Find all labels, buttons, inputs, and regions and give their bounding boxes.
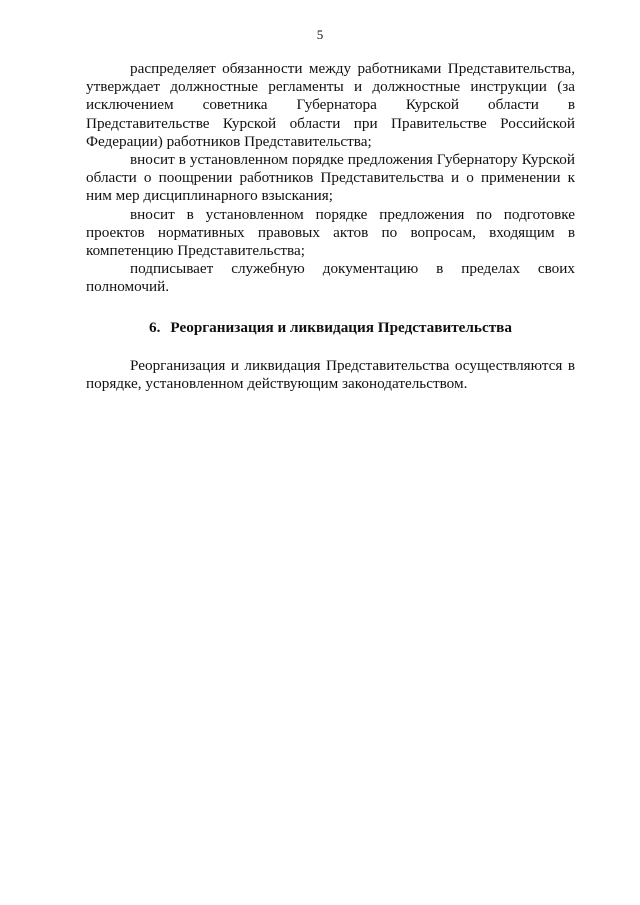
section-heading	[86, 319, 575, 337]
document-body	[86, 60, 575, 393]
section-number: 6.	[149, 318, 161, 336]
section-title: Реорганизация и ликвидация Представительства	[170, 318, 512, 336]
paragraph-incentive-proposals: вносит в установленном порядке предложения Губернатору Курской области о поощрении работников Представительства и о применении к ним мер дисциплинарного взыскания;	[86, 151, 575, 205]
page-number: 5	[316, 27, 324, 42]
paragraph-legal-acts-proposals: вносит в установленном порядке предложения по подготовке проектов нормативных правовых актов по вопросам, входящим в компетенцию Представительства;	[86, 205, 575, 260]
paragraph-duties-distribution: распределяет обязанности между работниками Представительства, утверждает должностные регламенты и должностные инструкции (за исключением советника Губернатора Курской области в Представительстве Курской области при Правительстве Российской Федерации) работников Представительства;	[86, 60, 575, 150]
paragraph-reorganization: Реорганизация и ликвидация Представительства осуществляются в порядке, установленном действующим законодательством.	[86, 356, 575, 393]
paragraph-signs-documentation: подписывает служебную документацию в пределах своих полномочий.	[86, 260, 575, 296]
